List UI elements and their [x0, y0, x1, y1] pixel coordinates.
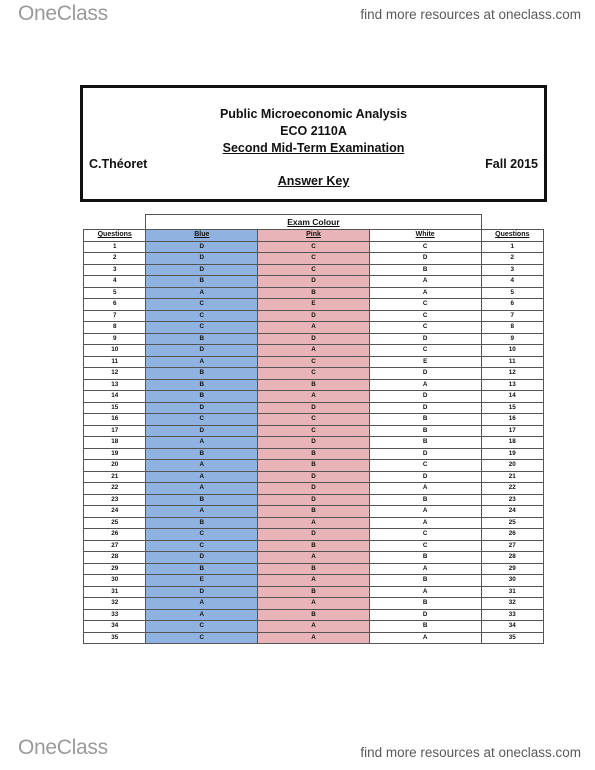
question-number: 6: [84, 299, 146, 311]
exam-header: [80, 85, 547, 202]
question-number: 29: [84, 563, 146, 575]
white-answer: A: [369, 483, 481, 495]
exam-name: Second Mid-Term Examination: [222, 141, 405, 155]
blue-answer: D: [146, 552, 258, 564]
question-number: 4: [481, 276, 543, 288]
pink-answer: B: [258, 379, 370, 391]
white-answer: B: [369, 598, 481, 610]
blue-answer: A: [146, 437, 258, 449]
question-number: 5: [481, 287, 543, 299]
answer-key-table: [83, 214, 544, 644]
pink-answer: E: [258, 299, 370, 311]
pink-answer: B: [258, 586, 370, 598]
pink-answer: B: [258, 448, 370, 460]
blue-answer: C: [146, 310, 258, 322]
table-row: [84, 552, 544, 564]
white-answer: A: [369, 276, 481, 288]
blue-answer: A: [146, 483, 258, 495]
header-questions-left: Questions: [84, 230, 146, 242]
question-number: 24: [84, 506, 146, 518]
table-row: [84, 494, 544, 506]
pink-answer: C: [258, 368, 370, 380]
course-title: Public Microeconomic Analysis: [219, 107, 408, 121]
white-answer: A: [369, 287, 481, 299]
white-answer: B: [369, 437, 481, 449]
table-row: [84, 253, 544, 265]
table-row: [84, 506, 544, 518]
table-row: [84, 483, 544, 495]
question-number: 34: [481, 621, 543, 633]
table-row: [84, 368, 544, 380]
question-number: 32: [481, 598, 543, 610]
table-row: [84, 621, 544, 633]
white-answer: D: [369, 402, 481, 414]
question-number: 14: [84, 391, 146, 403]
question-number: 26: [84, 529, 146, 541]
table-row: [84, 345, 544, 357]
pink-answer: C: [258, 425, 370, 437]
question-number: 28: [84, 552, 146, 564]
blue-answer: D: [146, 241, 258, 253]
blank-cell: [481, 215, 543, 230]
question-number: 31: [481, 586, 543, 598]
pink-answer: B: [258, 506, 370, 518]
question-number: 16: [481, 414, 543, 426]
table-row: [84, 448, 544, 460]
question-number: 11: [84, 356, 146, 368]
table-row: [84, 379, 544, 391]
blue-answer: A: [146, 460, 258, 472]
white-answer: D: [369, 471, 481, 483]
question-number: 11: [481, 356, 543, 368]
question-number: 27: [84, 540, 146, 552]
blue-answer: A: [146, 471, 258, 483]
blue-answer: B: [146, 391, 258, 403]
blue-answer: D: [146, 425, 258, 437]
white-answer: C: [369, 540, 481, 552]
pink-answer: C: [258, 414, 370, 426]
white-answer: B: [369, 552, 481, 564]
table-row: [84, 333, 544, 345]
question-number: 22: [84, 483, 146, 495]
white-answer: C: [369, 241, 481, 253]
pink-answer: B: [258, 609, 370, 621]
white-answer: C: [369, 310, 481, 322]
question-number: 6: [481, 299, 543, 311]
question-number: 32: [84, 598, 146, 610]
question-number: 17: [84, 425, 146, 437]
question-number: 10: [481, 345, 543, 357]
pink-answer: D: [258, 494, 370, 506]
blue-answer: D: [146, 253, 258, 265]
question-number: 1: [84, 241, 146, 253]
question-number: 22: [481, 483, 543, 495]
question-number: 33: [84, 609, 146, 621]
pink-answer: D: [258, 276, 370, 288]
question-number: 30: [84, 575, 146, 587]
question-number: 27: [481, 540, 543, 552]
question-number: 13: [481, 379, 543, 391]
white-answer: C: [369, 529, 481, 541]
white-answer: A: [369, 632, 481, 644]
pink-answer: B: [258, 460, 370, 472]
pink-answer: D: [258, 471, 370, 483]
oneclass-logo-footer: OneClass: [18, 736, 108, 759]
pink-answer: B: [258, 287, 370, 299]
instructor-name: C.Théoret: [89, 157, 148, 171]
pink-answer: D: [258, 310, 370, 322]
table-row: [84, 356, 544, 368]
table-row: [84, 437, 544, 449]
pink-answer: B: [258, 540, 370, 552]
table-row: [84, 391, 544, 403]
table-row: [84, 609, 544, 621]
blue-answer: A: [146, 356, 258, 368]
question-number: 19: [84, 448, 146, 460]
table-row: [84, 575, 544, 587]
pink-answer: A: [258, 552, 370, 564]
oneclass-tagline[interactable]: find more resources at oneclass.com: [360, 7, 581, 22]
white-answer: A: [369, 586, 481, 598]
header-pink: Pink: [258, 230, 370, 242]
table-row: [84, 540, 544, 552]
pink-answer: A: [258, 598, 370, 610]
question-number: 21: [481, 471, 543, 483]
course-code: ECO 2110A: [280, 124, 347, 138]
question-number: 31: [84, 586, 146, 598]
blue-answer: C: [146, 540, 258, 552]
pink-answer: A: [258, 391, 370, 403]
blue-answer: B: [146, 494, 258, 506]
white-answer: D: [369, 253, 481, 265]
answer-rows: [84, 241, 544, 644]
table-row: [84, 598, 544, 610]
pink-answer: D: [258, 529, 370, 541]
question-number: 18: [481, 437, 543, 449]
question-number: 7: [84, 310, 146, 322]
white-answer: B: [369, 621, 481, 633]
question-number: 3: [481, 264, 543, 276]
blue-answer: B: [146, 517, 258, 529]
white-answer: A: [369, 517, 481, 529]
pink-answer: C: [258, 356, 370, 368]
white-answer: D: [369, 391, 481, 403]
question-number: 19: [481, 448, 543, 460]
exam-colour-title: Exam Colour: [146, 215, 481, 230]
white-answer: C: [369, 299, 481, 311]
table-row: [84, 264, 544, 276]
oneclass-logo: OneClass: [18, 2, 108, 25]
question-number: 4: [84, 276, 146, 288]
pink-answer: D: [258, 402, 370, 414]
question-number: 12: [84, 368, 146, 380]
question-number: 23: [481, 494, 543, 506]
pink-answer: C: [258, 253, 370, 265]
question-number: 7: [481, 310, 543, 322]
pink-answer: D: [258, 437, 370, 449]
white-answer: D: [369, 448, 481, 460]
white-answer: B: [369, 264, 481, 276]
table-row: [84, 322, 544, 334]
pink-answer: A: [258, 632, 370, 644]
table-row: [84, 586, 544, 598]
pink-answer: A: [258, 322, 370, 334]
question-number: 9: [481, 333, 543, 345]
white-answer: B: [369, 575, 481, 587]
table-row: [84, 241, 544, 253]
answer-key-title: Answer Key: [277, 174, 350, 188]
question-number: 8: [84, 322, 146, 334]
blue-answer: A: [146, 598, 258, 610]
blue-answer: C: [146, 632, 258, 644]
question-number: 33: [481, 609, 543, 621]
white-answer: B: [369, 425, 481, 437]
table-row: [84, 276, 544, 288]
white-answer: D: [369, 368, 481, 380]
blue-answer: B: [146, 333, 258, 345]
blue-answer: D: [146, 345, 258, 357]
white-answer: C: [369, 460, 481, 472]
pink-answer: D: [258, 333, 370, 345]
question-number: 14: [481, 391, 543, 403]
question-number: 21: [84, 471, 146, 483]
table-row: [84, 402, 544, 414]
white-answer: B: [369, 414, 481, 426]
question-number: 2: [84, 253, 146, 265]
pink-answer: A: [258, 575, 370, 587]
question-number: 16: [84, 414, 146, 426]
white-answer: A: [369, 379, 481, 391]
blue-answer: C: [146, 322, 258, 334]
question-number: 34: [84, 621, 146, 633]
blue-answer: C: [146, 299, 258, 311]
question-number: 28: [481, 552, 543, 564]
question-number: 35: [481, 632, 543, 644]
pink-answer: C: [258, 264, 370, 276]
blue-answer: A: [146, 506, 258, 518]
blue-answer: D: [146, 586, 258, 598]
table-row: [84, 563, 544, 575]
header-white: White: [369, 230, 481, 242]
question-number: 20: [84, 460, 146, 472]
question-number: 8: [481, 322, 543, 334]
table-row: [84, 460, 544, 472]
blue-answer: C: [146, 414, 258, 426]
table-row: [84, 299, 544, 311]
question-number: 24: [481, 506, 543, 518]
blue-answer: A: [146, 287, 258, 299]
question-number: 30: [481, 575, 543, 587]
table-row: [84, 425, 544, 437]
white-answer: A: [369, 506, 481, 518]
blue-answer: B: [146, 276, 258, 288]
table-row: [84, 287, 544, 299]
pink-answer: A: [258, 517, 370, 529]
white-answer: A: [369, 563, 481, 575]
table-row: [84, 471, 544, 483]
pink-answer: A: [258, 345, 370, 357]
question-number: 23: [84, 494, 146, 506]
question-number: 9: [84, 333, 146, 345]
question-number: 3: [84, 264, 146, 276]
question-number: 13: [84, 379, 146, 391]
blue-answer: B: [146, 448, 258, 460]
pink-answer: D: [258, 483, 370, 495]
pink-answer: C: [258, 241, 370, 253]
question-number: 20: [481, 460, 543, 472]
blue-answer: B: [146, 563, 258, 575]
question-number: 2: [481, 253, 543, 265]
blue-answer: B: [146, 368, 258, 380]
header-blue: Blue: [146, 230, 258, 242]
table-row: [84, 517, 544, 529]
question-number: 1: [481, 241, 543, 253]
blue-answer: C: [146, 529, 258, 541]
question-number: 26: [481, 529, 543, 541]
white-answer: E: [369, 356, 481, 368]
question-number: 15: [481, 402, 543, 414]
blue-answer: B: [146, 379, 258, 391]
blue-answer: E: [146, 575, 258, 587]
question-number: 25: [84, 517, 146, 529]
question-number: 17: [481, 425, 543, 437]
term-label: Fall 2015: [485, 157, 538, 171]
question-number: 25: [481, 517, 543, 529]
question-number: 10: [84, 345, 146, 357]
table-row: [84, 632, 544, 644]
blue-answer: A: [146, 609, 258, 621]
question-number: 12: [481, 368, 543, 380]
header-questions-right: Questions: [481, 230, 543, 242]
question-number: 5: [84, 287, 146, 299]
question-number: 18: [84, 437, 146, 449]
blue-answer: C: [146, 621, 258, 633]
oneclass-tagline-footer[interactable]: find more resources at oneclass.com: [360, 745, 581, 760]
blue-answer: D: [146, 264, 258, 276]
question-number: 29: [481, 563, 543, 575]
question-number: 35: [84, 632, 146, 644]
blank-cell: [84, 215, 146, 230]
blue-answer: D: [146, 402, 258, 414]
pink-answer: A: [258, 621, 370, 633]
white-answer: C: [369, 345, 481, 357]
pink-answer: B: [258, 563, 370, 575]
white-answer: D: [369, 609, 481, 621]
white-answer: C: [369, 322, 481, 334]
table-row: [84, 310, 544, 322]
table-row: [84, 529, 544, 541]
white-answer: B: [369, 494, 481, 506]
question-number: 15: [84, 402, 146, 414]
table-row: [84, 414, 544, 426]
white-answer: D: [369, 333, 481, 345]
